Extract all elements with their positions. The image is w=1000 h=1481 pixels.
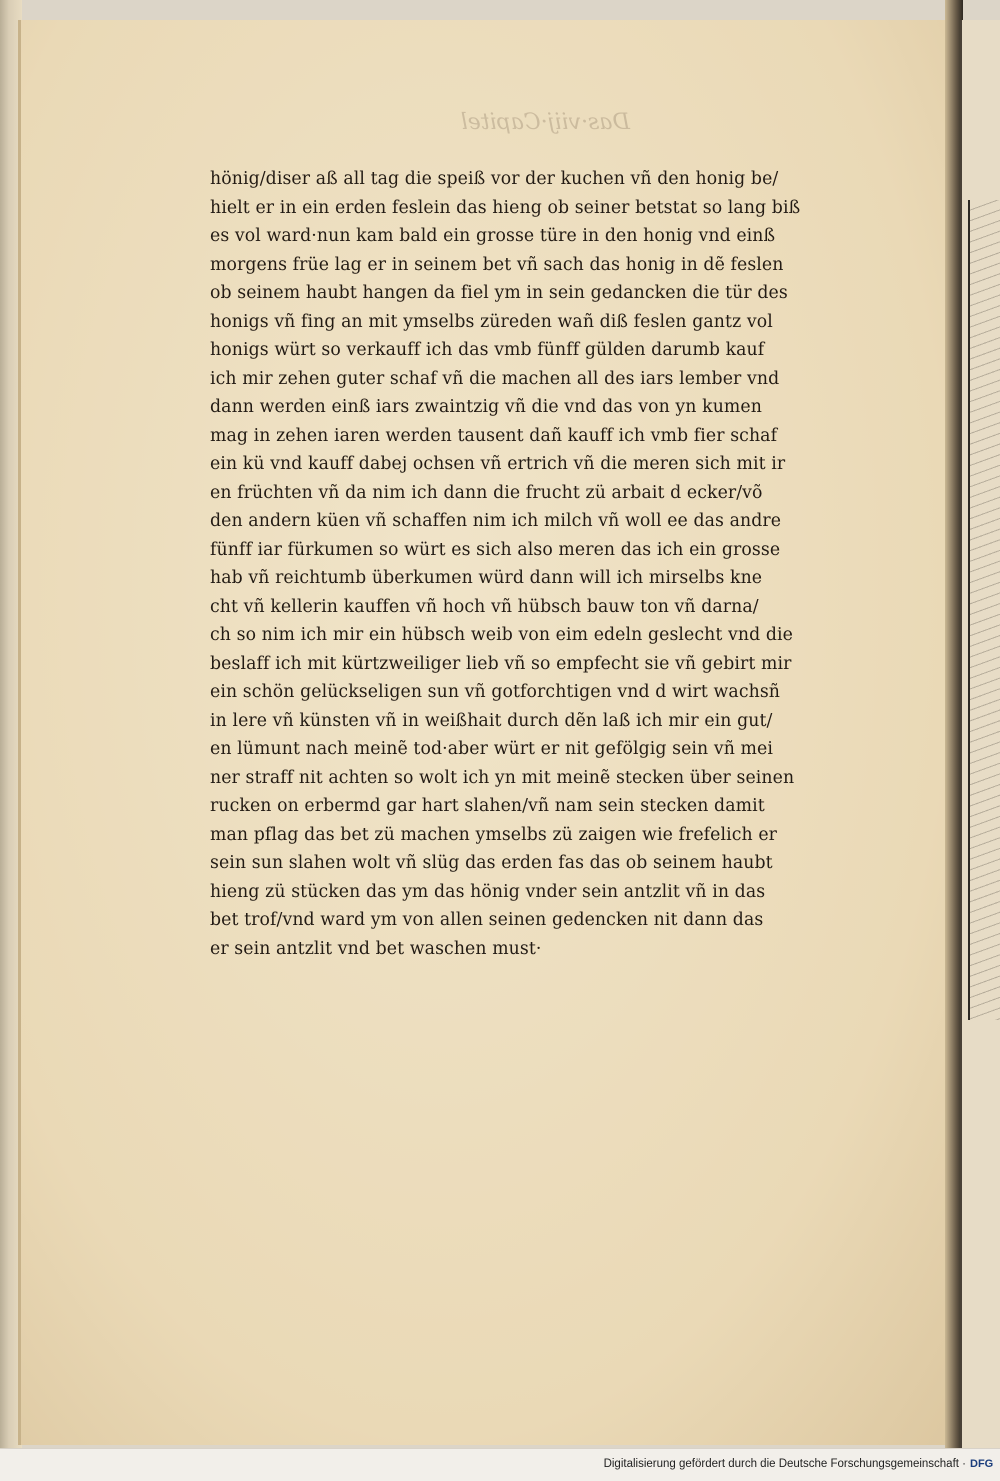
text-line: hieng zü stücken das ym das hönig vnder sein antzlit vñ in das: [210, 881, 766, 902]
text-line: honigs würt so verkauff ich das vmb fünff gülden darumb kauf: [210, 340, 765, 360]
text-line: in lere vñ künsten vñ in weißhait durch dẽn laß ich mir ein gut/: [210, 710, 773, 731]
funding-credit: Digitalisierung gefördert durch die Deutsche Forschungsgemeinschaft ·: [603, 1458, 966, 1470]
text-line: morgens früe lag er in seinem bet vñ sach das honig in dẽ feslen: [210, 254, 784, 275]
text-line: hab vñ reichtumb überkumen würd dann will ich mirselbs kne: [210, 568, 763, 588]
text-line: bet trof/vnd ward ym von allen seinen gedencken nit dann das: [210, 910, 764, 930]
text-line: ob seinem haubt hangen da fiel ym in sein gedancken die tür des: [210, 283, 788, 303]
text-line: ner straff nit achten so wolt ich yn mit meinẽ stecken über seinen: [210, 767, 795, 788]
text-line: rucken on erbermd gar hart slahen/vñ nam sein stecken damit: [210, 796, 765, 816]
text-line: den andern küen vñ schaffen nim ich milch vñ woll ee das andre: [210, 511, 782, 531]
text-line: ein kü vnd kauff dabej ochsen vñ ertrich vñ die meren sich mit ir: [210, 454, 786, 474]
text-block: [210, 165, 860, 963]
text-line: mag in zehen iaren werden tausent dañ kauff ich vmb fier schaf: [210, 425, 778, 446]
text-line: en lümunt nach meinẽ tod·aber würt er nit gefölgig sein vñ mei: [210, 739, 773, 759]
dfg-logo-icon: DFG: [970, 1458, 994, 1470]
text-line: es vol ward·nun kam bald ein grosse türe in den honig vnd einß: [210, 226, 776, 246]
text-line: sein sun slahen wolt vñ slüg das erden fas das ob seinem haubt: [210, 853, 773, 873]
text-line: honigs vñ fing an mit ymselbs züreden wañ diß feslen gantz vol: [210, 311, 773, 332]
text-line: ich mir zehen guter schaf vñ die machen all des iars lember vnd: [210, 368, 780, 389]
text-line: cht vñ kellerin kauffen vñ hoch vñ hübsch bauw ton vñ darna/: [210, 596, 759, 617]
text-line: beslaff ich mit kürtzweiliger lieb vñ so empfecht sie vñ gebirt mir: [210, 653, 792, 674]
woodcut-illustration: [968, 200, 1000, 1020]
text-line: dann werden einß iars zwaintzig vñ die vnd das von yn kumen: [210, 397, 762, 417]
footer-bar: [0, 1448, 1000, 1481]
text-line: ein schön gelückseligen sun vñ gotforchtigen vnd d wirt wachsñ: [210, 682, 781, 702]
text-line: hielt er in ein erden feslein das hieng ob seiner betstat so lang biß: [210, 197, 801, 218]
facing-page-woodcut: [960, 20, 1000, 1448]
text-line: er sein antzlit vnd bet waschen must·: [210, 938, 542, 959]
text-line: en früchten vñ da nim ich dann die frucht zü arbait d ecker/võ: [210, 482, 763, 503]
text-line: man pflag das bet zü machen ymselbs zü zaigen wie frefelich er: [210, 824, 778, 845]
text-line: fünff iar fürkumen so würt es sich also meren das ich ein grosse: [210, 539, 781, 560]
text-line: ch so nim ich mir ein hübsch weib von eim edeln geslecht vnd die: [210, 625, 793, 645]
show-through-heading: Das·viij·Capitel: [460, 110, 630, 135]
text-line: hönig/diser aß all tag die speiß vor der kuchen vñ den honig be/: [210, 169, 779, 189]
